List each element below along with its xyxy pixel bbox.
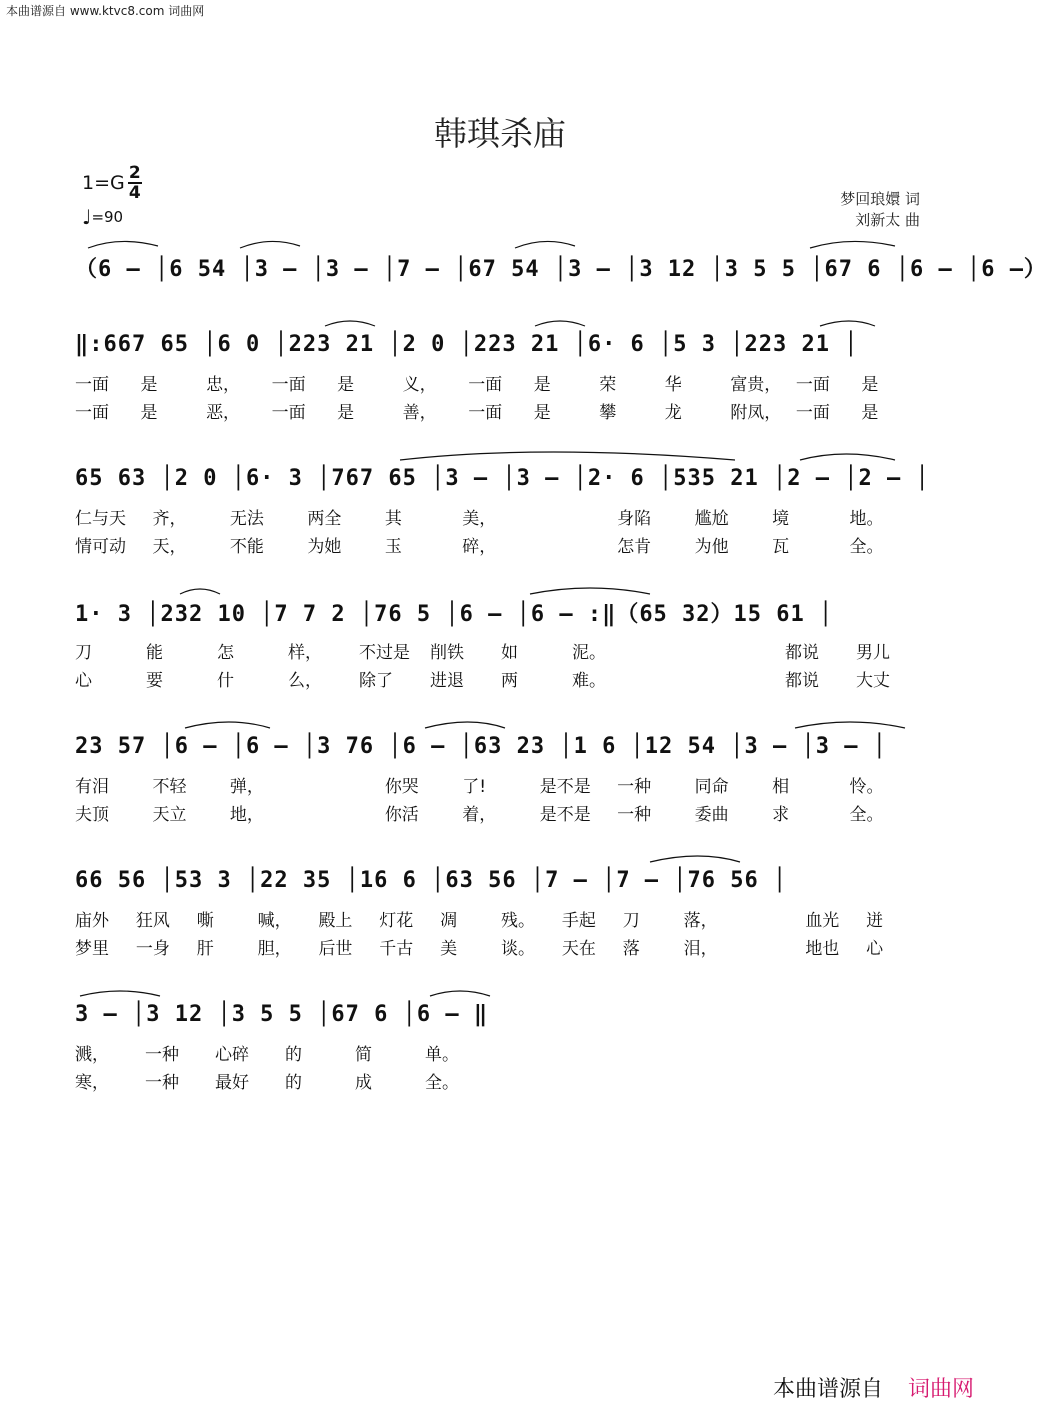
lyric-line: 仁与天 齐， 无法 两全 其 美， 身陷 尴尬 境 地。 (75, 508, 884, 529)
song-title: 韩琪杀庙 (434, 114, 566, 153)
lyric-line: 情可动 天， 不能 为她 玉 碎， 怎肯 为他 瓦 全。 (75, 536, 884, 557)
notation-row: 66 56 │53 3 │22 35 │16 6 │63 56 │7 – │7 – │76 56 │ (75, 867, 788, 893)
composer-credit: 刘新太 曲 (855, 211, 920, 229)
lyric-line: 庙外 狂风 嘶 喊， 殿上 灯花 凋 残。 手起 刀 落， 血光 迸 (75, 910, 884, 931)
source-header: 本曲谱源自 www.ktvc8.com 词曲网 (6, 4, 205, 18)
footer-branding (773, 1372, 974, 1403)
quarter-note-icon: ♩ (82, 205, 92, 229)
time-signature: $\frac{2}{4}$ (128, 163, 141, 203)
notation-row: ‖:667 65 │6 0 │223 21 │2 0 │223 21 │6· 6 │5 3 │223 21 │ (75, 331, 859, 357)
lyric-line: 刀 能 怎 样， 不过是 削铁 如 泥。 都说 男儿 (75, 642, 890, 663)
tempo-value: =90 (91, 208, 124, 226)
lyric-line: 有泪 不轻 弹， 你哭 了! 是不是 一种 同命 相 怜。 (75, 776, 884, 797)
footer-site-link[interactable]: 词曲网 (907, 1377, 974, 1402)
lyric-line: 一面 是 忠， 一面 是 义， 一面 是 荣 华 富贵， 一面 是 (75, 374, 879, 395)
lyric-line: 梦里 一身 肝 胆， 后世 千古 美 谈。 天在 落 泪， 地也 心 (75, 938, 884, 959)
lyric-line: 溅， 一种 心碎 的 简 单。 (75, 1044, 459, 1065)
lyric-line: 夫顶 天立 地， 你活 着， 是不是 一种 委曲 求 全。 (75, 804, 884, 825)
notation-row: （6 – │6 54 │3 – │3 – │7 – │67 54 │3 – │3 12 │3 5 5 │67 6 │6 – │6 –） (75, 256, 1047, 282)
notation-row: 23 57 │6 – │6 – │3 76 │6 – │63 23 │1 6 │12 54 │3 – │3 – │ (75, 733, 887, 759)
notation-row: 65 63 │2 0 │6· 3 │767 65 │3 – │3 – │2· 6 │535 21 │2 – │2 – │ (75, 465, 930, 491)
footer-source: 本曲谱源自 (772, 1377, 883, 1402)
notation-row: 3 – │3 12 │3 5 5 │67 6 │6 – ‖ (75, 1001, 489, 1027)
key-label: 1=G (82, 172, 125, 194)
lyric-line: 心 要 什 么， 除了 进退 两 难。 都说 大丈 (75, 670, 890, 691)
lyric-line: 一面 是 恶， 一面 是 善， 一面 是 攀 龙 附凤， 一面 是 (75, 402, 879, 423)
notation-row: 1· 3 │232 10 │7 7 2 │76 5 │6 – │6 – :‖（65 32）15 61 │ (75, 601, 834, 627)
lyric-line: 寒， 一种 最好 的 成 全。 (75, 1072, 459, 1093)
lyricist-credit: 梦回琅嬛 词 (840, 190, 920, 208)
